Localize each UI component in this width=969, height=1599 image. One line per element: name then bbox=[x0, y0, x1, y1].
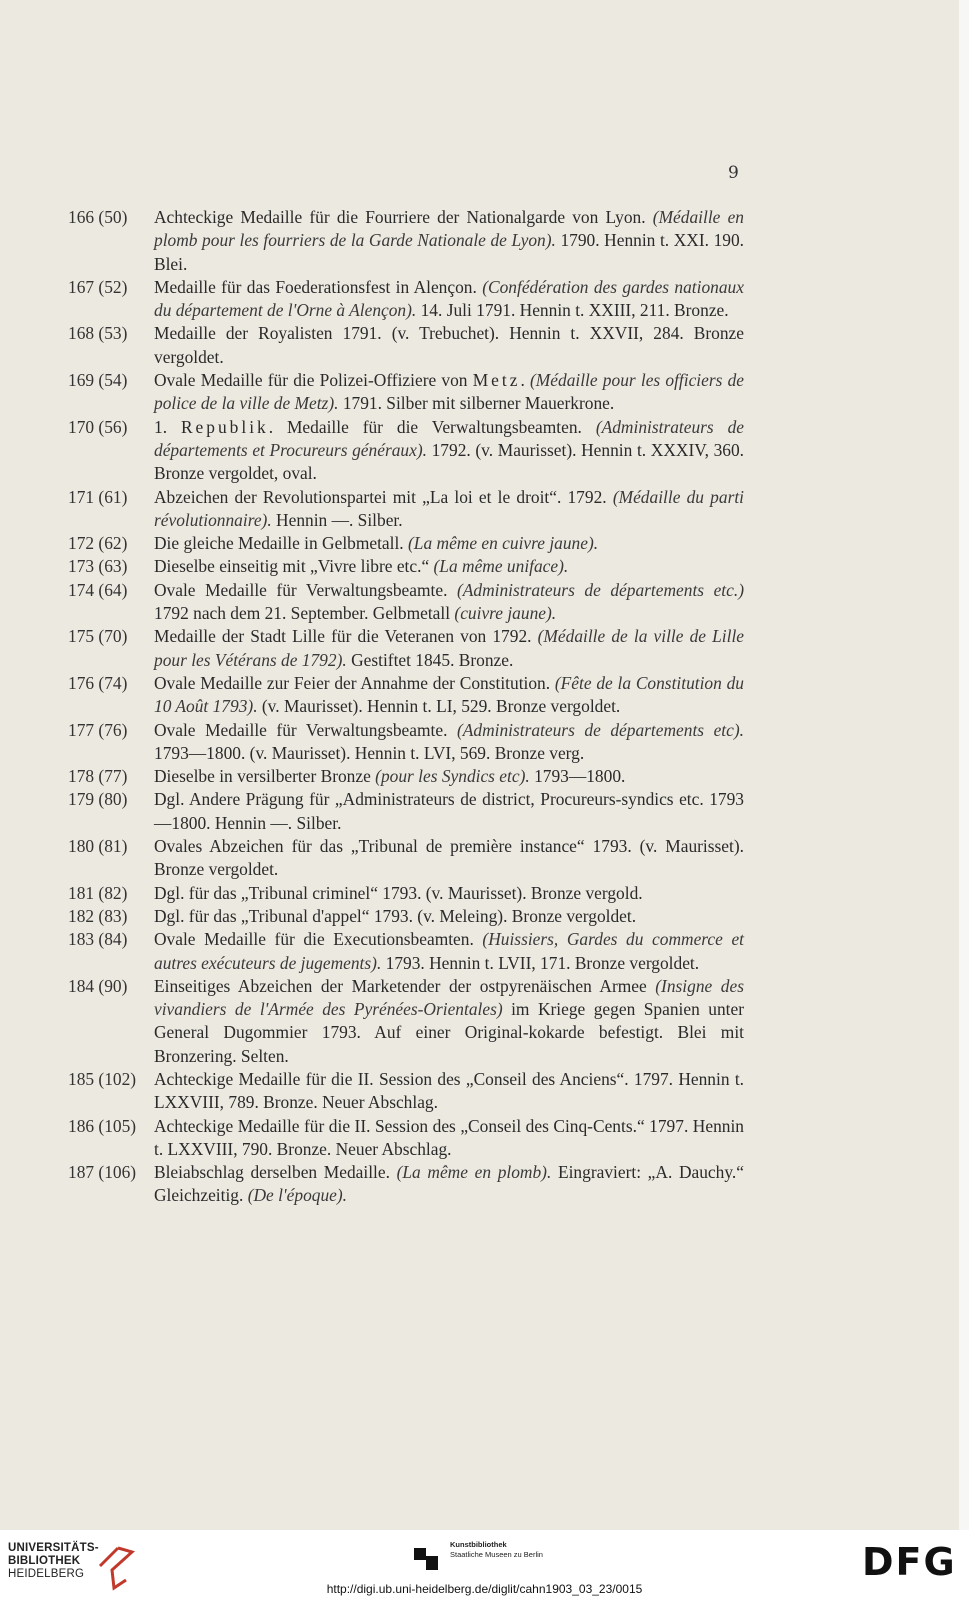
entry-text-part: Ovale Medaille für die Polizei-Offiziere von bbox=[154, 370, 473, 391]
entry-text bbox=[154, 719, 744, 766]
page-number: 9 bbox=[728, 163, 739, 183]
entry-text bbox=[154, 416, 744, 486]
entry-text-part: Hennin —. Silber. bbox=[271, 509, 403, 530]
entry-text-part: 1790. Hennin t. XXI. 190. Blei. bbox=[154, 230, 745, 274]
entry-text bbox=[154, 672, 744, 719]
entry-number: 166 (50) bbox=[68, 207, 128, 227]
entry-text bbox=[154, 905, 744, 928]
catalog-entry bbox=[68, 765, 744, 788]
entry-number: 178 (77) bbox=[68, 766, 128, 787]
french-title: (Huissiers, Gardes du commerce et autres exécuteurs de jugements). bbox=[154, 929, 745, 973]
entry-number: 171 (61) bbox=[68, 486, 128, 507]
french-title: (Confédération des gardes nationaux du département de l'Orne à Alençon). bbox=[154, 276, 744, 321]
catalog-entry bbox=[68, 1068, 744, 1115]
catalog-entry bbox=[68, 882, 744, 905]
entry-number: 172 (62) bbox=[68, 533, 128, 554]
catalog-list bbox=[68, 206, 744, 1208]
entry-text-part: Ovale Medaille für Verwaltungsbeamte. bbox=[154, 719, 457, 740]
entry-text-part: Ovale Medaille für Verwaltungsbeamte. bbox=[154, 579, 457, 600]
entry-text bbox=[154, 486, 744, 533]
entry-text-part: Dgl. für das „Tribunal d'appel“ 1793. (v. Meleing). Bronze vergoldet. bbox=[154, 905, 637, 926]
logo-line-2: BIBLIOTHEK bbox=[8, 1555, 81, 1567]
entry-number: 168 (53) bbox=[68, 323, 128, 344]
french-title: (Médaille pour les officiers de police de la ville de Metz). bbox=[154, 370, 744, 414]
entry-number: 180 (81) bbox=[68, 836, 128, 857]
entry-text-part: im Kriege gegen Spanien unter General Dugommier 1793. Auf einer Original-kokarde befestigt. Blei mit Bronzering. Selten. bbox=[154, 999, 744, 1066]
entry-text-part: Dieselbe einseitig mit „Vivre libre etc.“ bbox=[154, 556, 434, 577]
entry-text-part: 1792. (v. Maurisset). Hennin t. XXXIV, 360. Bronze vergoldet, oval. bbox=[154, 439, 745, 484]
french-title: (La même en cuivre jaune). bbox=[408, 533, 599, 554]
catalog-entry bbox=[68, 1115, 744, 1162]
logo-line-1: UNIVERSITÄTS- bbox=[8, 1542, 99, 1554]
entry-text bbox=[154, 369, 744, 416]
entry-number: 183 (84) bbox=[68, 929, 128, 950]
entry-number: 184 (90) bbox=[68, 975, 128, 996]
entry-text bbox=[154, 322, 744, 369]
entry-text-part: Achteckige Medaille für die Fourriere der Nationalgarde von Lyon. bbox=[154, 207, 653, 227]
catalog-entry bbox=[68, 672, 744, 719]
catalog-entry bbox=[68, 975, 744, 1068]
french-title: (Administrateurs de départements etc). bbox=[456, 719, 744, 740]
catalog-entry bbox=[68, 322, 744, 369]
entry-number: 173 (63) bbox=[68, 556, 128, 577]
catalog-entry bbox=[68, 905, 744, 928]
entry-number: 167 (52) bbox=[68, 276, 128, 297]
entry-number: 179 (80) bbox=[68, 789, 128, 810]
entry-number: 177 (76) bbox=[68, 719, 128, 740]
entry-text bbox=[154, 765, 744, 788]
entry-number: 186 (105) bbox=[68, 1115, 137, 1136]
museum-emblem-icon bbox=[412, 1544, 440, 1572]
entry-text bbox=[154, 206, 744, 276]
entry-text-part: Die gleiche Medaille in Gelbmetall. bbox=[154, 533, 409, 554]
entry-text bbox=[154, 882, 744, 905]
entry-text-part: (v. Maurisset). Hennin t. LI, 529. Bronze vergoldet. bbox=[257, 696, 621, 717]
entry-text bbox=[154, 975, 744, 1068]
entry-number: 176 (74) bbox=[68, 672, 128, 693]
french-title: (Administrateurs de départements etc.) bbox=[456, 579, 744, 600]
entry-text bbox=[154, 928, 744, 975]
entry-text-part: . bbox=[520, 370, 530, 391]
french-title: (Médaille du parti révolutionnaire). bbox=[154, 486, 744, 530]
kunstbibliothek-name bbox=[450, 1540, 543, 1560]
french-title: (Insigne des vivandiers de l'Armée des Pyrénées-Orientales) bbox=[154, 975, 744, 1020]
entry-number: 174 (64) bbox=[68, 579, 128, 600]
entry-number: 181 (82) bbox=[68, 882, 128, 903]
entry-text-part: . Medaille für die Verwaltungsbeamten. bbox=[268, 416, 596, 437]
french-title: (pour les Syndics etc). bbox=[375, 766, 530, 787]
catalog-entry bbox=[68, 928, 744, 975]
entry-text-part: Medaille der Royalisten 1791. (v. Trebuchet). Hennin t. XXVII, 284. Bronze vergoldet. bbox=[154, 323, 744, 367]
entry-number: 170 (56) bbox=[68, 416, 128, 437]
entry-number: 175 (70) bbox=[68, 626, 128, 647]
entry-text-part: Ovale Medaille zur Feier der Annahme der Constitution. bbox=[154, 672, 555, 693]
catalog-entry bbox=[68, 276, 744, 323]
permalink-url[interactable]: http://digi.ub.uni-heidelberg.de/diglit/cahn1903_03_23/0015 bbox=[326, 1582, 643, 1596]
entry-text-part: 1. bbox=[154, 416, 181, 437]
french-title: (Fête de la Constitution du 10 Août 1793). bbox=[154, 672, 744, 717]
entry-text-part: Republik bbox=[180, 416, 269, 437]
french-title: (cuivre jaune). bbox=[454, 603, 557, 624]
entry-text-part: Einseitiges Abzeichen der Marketender der ostpyrenäischen Armee bbox=[154, 975, 656, 996]
entry-text-part: 1793. Hennin t. LVII, 171. Bronze vergoldet. bbox=[381, 952, 700, 973]
catalog-entry bbox=[68, 835, 744, 882]
catalog-entry bbox=[68, 788, 744, 835]
catalog-entry bbox=[68, 625, 744, 672]
entry-text-part: 1792 nach dem 21. September. Gelbmetall bbox=[154, 603, 455, 624]
entry-text bbox=[154, 1068, 744, 1115]
entry-text bbox=[154, 1161, 744, 1208]
entry-text bbox=[154, 625, 744, 672]
entry-text-part: Dgl. Andere Prägung für „Administrateurs de district, Procureurs-syndics etc. 1793—1800. Hennin —. Silber. bbox=[154, 789, 744, 833]
french-title: (Médaille en plomb pour les fourriers de la Garde Nationale de Lyon). bbox=[154, 207, 744, 251]
kunstbibliothek-logo[interactable] bbox=[412, 1540, 572, 1580]
catalog-entry bbox=[68, 719, 744, 766]
catalog-entry bbox=[68, 532, 744, 555]
french-title: (La même en plomb). bbox=[396, 1162, 552, 1183]
entry-number: 185 (102) bbox=[68, 1068, 137, 1089]
entry-text-part: Eingraviert: „A. Dauchy.“ Gleichzeitig. bbox=[154, 1162, 744, 1206]
catalog-entry bbox=[68, 555, 744, 578]
entry-text bbox=[154, 579, 744, 626]
footer-bar bbox=[0, 1530, 969, 1599]
entry-text-part: Bleiabschlag derselben Medaille. bbox=[154, 1162, 397, 1183]
entry-text-part: 1793—1800. (v. Maurisset). Hennin t. LVI, 569. Bronze verg. bbox=[154, 742, 585, 763]
entry-text-part: Ovales Abzeichen für das „Tribunal de première instance“ 1793. (v. Maurisset). Bronze vergoldet. bbox=[154, 836, 744, 880]
french-title: (Administrateurs de départements et Procureurs généraux). bbox=[154, 416, 745, 460]
entry-text bbox=[154, 835, 744, 882]
catalog-entry bbox=[68, 486, 744, 533]
entry-number: 182 (83) bbox=[68, 905, 128, 926]
entry-text-part: 1791. Silber mit silberner Mauerkrone. bbox=[338, 393, 615, 414]
entry-text bbox=[154, 1115, 744, 1162]
entry-text-part: Abzeichen der Revolutionspartei mit „La loi et le droit“. 1792. bbox=[154, 486, 613, 507]
entry-text-part: Dgl. für das „Tribunal criminel“ 1793. (v. Maurisset). Bronze vergold. bbox=[154, 882, 643, 903]
entry-text bbox=[154, 276, 744, 323]
entry-text-part: Achteckige Medaille für die II. Session des „Conseil des Anciens“. 1797. Hennin t. LXXVIII, 789. Bronze. Neuer Abschlag. bbox=[154, 1068, 744, 1113]
french-title: (La même uniface). bbox=[433, 556, 569, 577]
catalog-entry bbox=[68, 1161, 744, 1208]
entry-text-part: Gestiftet 1845. Bronze. bbox=[346, 649, 514, 670]
entry-text bbox=[154, 532, 744, 555]
entry-text bbox=[154, 788, 744, 835]
catalog-entry bbox=[68, 206, 744, 276]
entry-number: 187 (106) bbox=[68, 1162, 137, 1183]
catalog-entry bbox=[68, 416, 744, 486]
entry-text bbox=[154, 555, 744, 578]
entry-number: 169 (54) bbox=[68, 370, 128, 391]
entry-text-part: Dieselbe in versilberter Bronze bbox=[154, 766, 376, 787]
page-edge bbox=[959, 0, 969, 1530]
entry-text-part: Metz bbox=[472, 370, 521, 391]
entry-text-part: 14. Juli 1791. Hennin t. XXIII, 211. Bronze. bbox=[416, 300, 729, 321]
entry-text-part: 1793—1800. bbox=[529, 766, 626, 787]
catalog-entry bbox=[68, 369, 744, 416]
logo-line-3: HEIDELBERG bbox=[8, 1568, 85, 1580]
kb-line-2: Staatliche Museen zu Berlin bbox=[450, 1550, 543, 1559]
french-title: (De l'époque). bbox=[247, 1185, 348, 1206]
dfg-logo[interactable]: DFG bbox=[862, 1540, 957, 1584]
entry-text-part: Medaille für das Foederationsfest in Alençon. bbox=[154, 276, 483, 297]
kb-line-1: Kunstbibliothek bbox=[450, 1540, 507, 1549]
entry-text-part: Medaille der Stadt Lille für die Veteranen von 1792. bbox=[154, 626, 538, 647]
french-title: (Médaille de la ville de Lille pour les Vétérans de 1792). bbox=[154, 626, 744, 670]
catalog-entry bbox=[68, 579, 744, 626]
entry-text-part: Achteckige Medaille für die II. Session des „Conseil des Cinq-Cents.“ 1797. Hennin t. LXXVIII, 790. Bronze. Neuer Abschlag. bbox=[154, 1115, 744, 1159]
entry-text-part: Ovale Medaille für die Executionsbeamten. bbox=[154, 929, 483, 950]
